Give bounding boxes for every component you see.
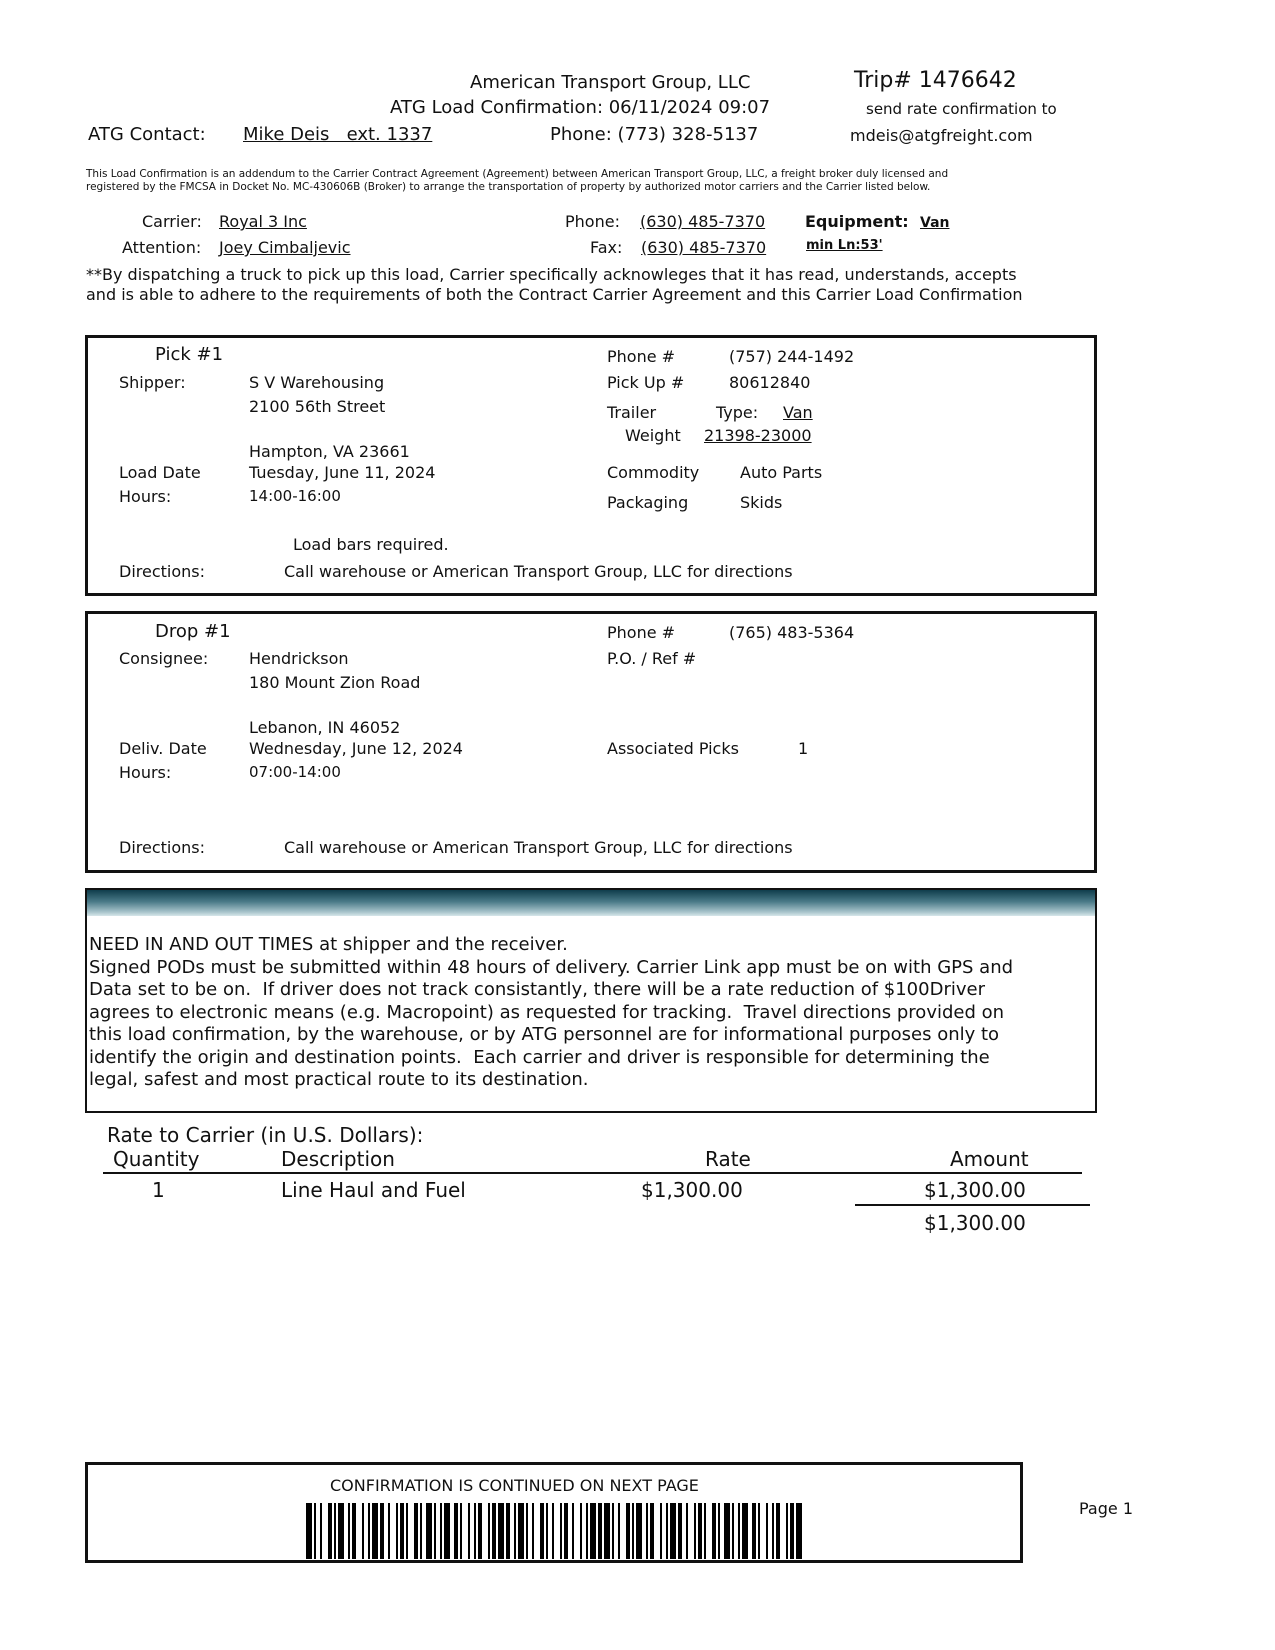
barcode-bar — [776, 1503, 780, 1559]
barcode-bar — [572, 1503, 574, 1559]
drop-directions-label: Directions: — [119, 838, 206, 857]
barcode-bar — [552, 1503, 554, 1559]
rate-header-description: Description — [281, 1147, 395, 1171]
trip-number: Trip# 1476642 — [854, 68, 1017, 93]
pick-phone: (757) 244-1492 — [729, 347, 855, 366]
notes-header-band — [87, 890, 1095, 916]
barcode-bar — [666, 1503, 668, 1559]
barcode-bar — [650, 1503, 654, 1559]
barcode-bar — [598, 1503, 602, 1559]
barcode-bar — [372, 1503, 378, 1559]
consignee-city: Lebanon, IN 46052 — [249, 718, 401, 737]
trailer-label: Trailer — [607, 403, 657, 422]
carrier-phone[interactable]: (630) 485-7370 — [640, 212, 766, 231]
barcode-bar — [368, 1503, 370, 1559]
barcode-bar — [338, 1503, 344, 1559]
notes-text: NEED IN AND OUT TIMES at shipper and the receiver. Signed PODs must be submitted within 48 hours of delivery. Carrier Link app must be on with GPS and Data set to be on. If driver does not track consistantly, there will be a rate reduction of $100Driver agrees to electronic means (e.g. Macropoint) as requested for tracking. Travel directions provided on this load confirmation, by the warehouse, or by ATG personnel are for informational purposes only to identify the origin and destination points. Each carrier and driver is responsible for determining the legal, safest and most practical route to its destination. — [89, 934, 1014, 1090]
barcode-bar — [632, 1503, 634, 1559]
confirmation-datetime: ATG Load Confirmation: 06/11/2024 09:07 — [390, 97, 771, 118]
barcode-bar — [478, 1503, 482, 1559]
drop-directions: Call warehouse or American Transport Group, LLC for directions — [284, 838, 793, 857]
consignee-street: 180 Mount Zion Road — [249, 673, 421, 692]
pick-hours-label: Hours: — [119, 487, 172, 506]
notes-box — [85, 888, 1097, 1113]
disclaimer — [86, 168, 948, 194]
barcode-bar — [488, 1503, 490, 1559]
rate-total: $1,300.00 — [924, 1211, 1026, 1235]
consignee-label: Consignee: — [119, 649, 209, 668]
drop-hours-label: Hours: — [119, 763, 172, 782]
barcode-bar — [564, 1503, 568, 1559]
associated-picks-label: Associated Picks — [607, 739, 739, 758]
shipper-name: S V Warehousing — [249, 373, 385, 392]
barcode-bar — [314, 1503, 316, 1559]
barcode-bar — [444, 1503, 450, 1559]
barcode-bar — [518, 1503, 524, 1559]
load-date-label: Load Date — [119, 463, 201, 482]
rate-header-rate: Rate — [705, 1147, 751, 1171]
barcode-bar — [790, 1503, 794, 1559]
barcode-bar — [474, 1503, 476, 1559]
barcode-bar — [646, 1503, 648, 1559]
barcode-bar — [396, 1503, 398, 1559]
barcode-bar — [796, 1503, 802, 1559]
barcode-bar — [540, 1503, 544, 1559]
rate-title: Rate to Carrier (in U.S. Dollars): — [107, 1123, 424, 1147]
barcode-bar — [724, 1503, 730, 1559]
barcode-bar — [492, 1503, 496, 1559]
barcode-bar — [454, 1503, 458, 1559]
barcode-bar — [546, 1503, 548, 1559]
barcode — [306, 1503, 806, 1559]
send-rate-label: send rate confirmation to — [866, 100, 1057, 118]
rate-header-amount: Amount — [950, 1147, 1029, 1171]
rate-row-amount: $1,300.00 — [924, 1178, 1026, 1202]
consignee-name: Hendrickson — [249, 649, 349, 668]
barcode-bar — [406, 1503, 408, 1559]
po-ref-label: P.O. / Ref # — [607, 649, 697, 668]
trailer-type-label: Type: — [716, 403, 759, 422]
barcode-bar — [636, 1503, 642, 1559]
carrier-acknowledgement — [86, 265, 1023, 304]
shipper-label: Shipper: — [119, 373, 186, 392]
rate-header-quantity: Quantity — [113, 1147, 200, 1171]
ack-line-1: **By dispatching a truck to pick up this load, Carrier specifically acknowleges that it has read, understands, accepts — [86, 265, 1017, 284]
drop-box — [85, 611, 1097, 873]
page-number: Page 1 — [1079, 1499, 1133, 1518]
barcode-bar — [414, 1503, 418, 1559]
rate-row-description: Line Haul and Fuel — [281, 1178, 466, 1202]
barcode-bar — [604, 1503, 610, 1559]
barcode-bar — [514, 1503, 516, 1559]
barcode-bar — [426, 1503, 432, 1559]
barcode-bar — [752, 1503, 756, 1559]
barcode-bar — [420, 1503, 422, 1559]
barcode-bar — [732, 1503, 734, 1559]
attention-label: Attention: — [122, 238, 202, 257]
drop-phone: (765) 483-5364 — [729, 623, 855, 642]
pick-directions-label: Directions: — [119, 562, 206, 581]
barcode-bar — [738, 1503, 740, 1559]
barcode-bar — [670, 1503, 676, 1559]
ack-line-2: and is able to adhere to the requirements of both the Contract Carrier Agreement and this Carrier Load Confirmation — [86, 284, 1023, 304]
barcode-bar — [306, 1503, 312, 1559]
carrier-fax[interactable]: (630) 485-7370 — [641, 238, 767, 257]
barcode-bar — [434, 1503, 436, 1559]
pick-directions: Call warehouse or American Transport Group, LLC for directions — [284, 562, 793, 581]
packaging-label: Packaging — [607, 493, 689, 512]
attention-name[interactable]: Joey Cimbaljevic — [219, 238, 351, 257]
contact-name[interactable]: Mike Deis ext. 1337 — [243, 124, 433, 145]
barcode-bar — [506, 1503, 510, 1559]
barcode-bar — [704, 1503, 706, 1559]
barcode-bar — [334, 1503, 336, 1559]
weight-value: 21398-23000 — [704, 426, 812, 445]
barcode-bar — [712, 1503, 716, 1559]
barcode-bar — [618, 1503, 620, 1559]
pick-title: Pick #1 — [155, 344, 224, 365]
equipment-value: Van — [920, 215, 950, 231]
shipper-city: Hampton, VA 23661 — [249, 442, 410, 461]
barcode-bar — [786, 1503, 788, 1559]
barcode-bar — [320, 1503, 322, 1559]
carrier-phone-label: Phone: — [565, 212, 620, 231]
barcode-bar — [400, 1503, 404, 1559]
load-date: Tuesday, June 11, 2024 — [249, 463, 436, 482]
barcode-bar — [380, 1503, 384, 1559]
weight-label: Weight — [625, 426, 681, 445]
rate-total-rule — [855, 1204, 1090, 1206]
contact-label: ATG Contact: — [88, 124, 206, 145]
min-length: min Ln:53' — [806, 238, 883, 253]
commodity-label: Commodity — [607, 463, 700, 482]
barcode-bar — [698, 1503, 702, 1559]
barcode-bar — [772, 1503, 774, 1559]
pick-hours: 14:00-16:00 — [249, 487, 341, 505]
barcode-bar — [678, 1503, 682, 1559]
equipment-label: Equipment: — [805, 212, 909, 231]
barcode-bar — [560, 1503, 562, 1559]
barcode-bar — [348, 1503, 350, 1559]
contact-email[interactable]: mdeis@atgfreight.com — [850, 126, 1033, 145]
drop-phone-label: Phone # — [607, 623, 676, 642]
barcode-bar — [440, 1503, 442, 1559]
barcode-bar — [758, 1503, 760, 1559]
deliv-date-label: Deliv. Date — [119, 739, 207, 758]
footer-box — [85, 1462, 1023, 1563]
pickup-number-label: Pick Up # — [607, 373, 685, 392]
barcode-bar — [766, 1503, 768, 1559]
barcode-bar — [686, 1503, 688, 1559]
barcode-bar — [388, 1503, 390, 1559]
barcode-bar — [660, 1503, 662, 1559]
pick-box — [85, 335, 1097, 596]
commodity-value: Auto Parts — [740, 463, 823, 482]
barcode-bar — [580, 1503, 582, 1559]
continued-notice: CONFIRMATION IS CONTINUED ON NEXT PAGE — [330, 1476, 699, 1495]
drop-hours: 07:00-14:00 — [249, 763, 341, 781]
barcode-bar — [590, 1503, 596, 1559]
associated-picks-value: 1 — [798, 739, 809, 758]
rate-header-rule — [103, 1172, 1082, 1174]
barcode-bar — [468, 1503, 470, 1559]
shipper-street: 2100 56th Street — [249, 397, 386, 416]
barcode-bar — [586, 1503, 588, 1559]
pickup-number: 80612840 — [729, 373, 811, 392]
barcode-bar — [328, 1503, 332, 1559]
barcode-bar — [526, 1503, 528, 1559]
trailer-type: Van — [783, 403, 813, 422]
drop-title: Drop #1 — [155, 621, 231, 642]
barcode-bar — [626, 1503, 630, 1559]
contact-phone: Phone: (773) 328-5137 — [550, 124, 759, 145]
barcode-bar — [612, 1503, 614, 1559]
pick-note: Load bars required. — [293, 535, 449, 554]
packaging-value: Skids — [740, 493, 783, 512]
deliv-date: Wednesday, June 12, 2024 — [249, 739, 463, 758]
carrier-label: Carrier: — [142, 212, 202, 231]
company-name: American Transport Group, LLC — [470, 72, 751, 93]
barcode-bar — [694, 1503, 696, 1559]
barcode-bar — [718, 1503, 720, 1559]
barcode-bar — [362, 1503, 364, 1559]
barcode-bar — [742, 1503, 748, 1559]
carrier-name[interactable]: Royal 3 Inc — [219, 212, 307, 231]
barcode-bar — [460, 1503, 462, 1559]
pick-phone-label: Phone # — [607, 347, 676, 366]
disclaimer-line-2: registered by the FMCSA in Docket No. MC-430606B (Broker) to arrange the transportation of property by authorized motor carriers and the Carrier listed below. — [86, 181, 931, 193]
barcode-bar — [498, 1503, 504, 1559]
disclaimer-line-1: This Load Confirmation is an addendum to the Carrier Contract Agreement (Agreement) between American Transport Group, LLC, a freight broker duly licensed and — [86, 168, 949, 180]
rate-row-quantity: 1 — [152, 1178, 165, 1202]
barcode-bar — [532, 1503, 534, 1559]
rate-row-rate: $1,300.00 — [641, 1178, 743, 1202]
barcode-bar — [352, 1503, 356, 1559]
carrier-fax-label: Fax: — [590, 238, 623, 257]
